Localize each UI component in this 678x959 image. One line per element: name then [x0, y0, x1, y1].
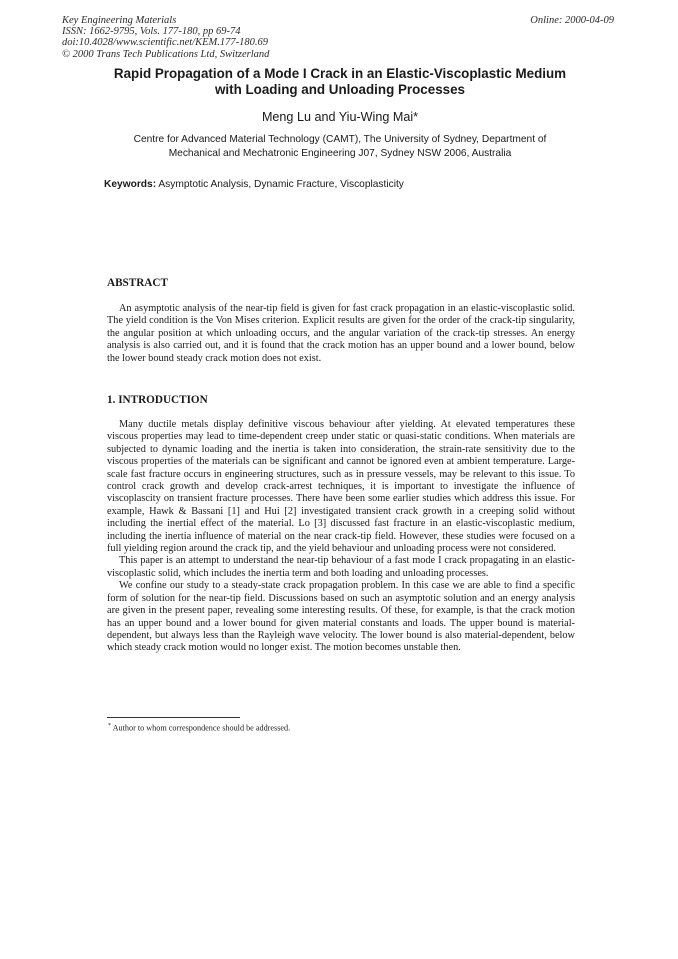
introduction-heading: 1. INTRODUCTION — [107, 394, 208, 406]
affiliation-line-1: Centre for Advanced Material Technology (CAMT), The University of Sydney, Department of — [133, 134, 547, 145]
keywords — [104, 179, 404, 190]
abstract-paragraph: An asymptotic analysis of the near-tip field is given for fast crack propagation in an elastic-viscoplastic solid. The yield condition is the Von Mises criterion. Explicit results are given for the order of the crack-tip singularity, the angular position at which unloading occurs, and the angular variation of the crack-tip stresses. An energy analysis is also carried out, and it is found that the crack motion has an upper bound and a lower bound, below the lower bound steady crack motion does not exist. — [107, 303, 575, 364]
intro-paragraph-3: We confine our study to a steady-state crack propagation problem. In this case we are able to find a specific form of solution for the near-tip field. Discussions based on such an asymptotic solution and an energy analysis are given in the present paper, revealing some interesting results. Of these, for example, is that the crack motion has an upper bound and a lower bound for given material constants and loads. The upper bound is material-dependent, but always less than the Rayleigh wave velocity. The lower bound is also material-dependent, below which steady crack motion would no longer exist. The motion becomes unstable then. — [107, 580, 575, 654]
title-line-1: Rapid Propagation of a Mode I Crack in an Elastic-Viscoplastic Medium — [113, 66, 567, 81]
abstract-heading: ABSTRACT — [107, 277, 168, 289]
introduction-body — [107, 419, 575, 655]
footnote-mark: * — [108, 723, 111, 729]
intro-paragraph-2: This paper is an attempt to understand the near-tip behaviour of a fast mode I crack propagating in an elastic-viscoplastic solid, which includes the inertia term and both loading and unloading processes. — [107, 555, 575, 579]
journal-name: Key Engineering Materials — [62, 15, 177, 26]
affiliation — [105, 133, 575, 160]
title-line-2: with Loading and Unloading Processes — [215, 82, 465, 97]
intro-paragraph-1: Many ductile metals display definitive viscous behaviour after yielding. At elevated temperatures these viscous properties may lead to time-dependent creep under static or quasi-static conditions. When materials are subjected to dynamic loading and the inertia is taken into consideration, the strain-rate sensitivity due to the viscous properties of the materials can be significant and cannot be ignored even at ambient temperature. Large-scale fast fracture occurs in engineering structures, such as in pressure vessels, may be relevant to this issue. To control crack growth and develop crack-arrest techniques, it is important to investigate the influence of viscoplascity on transient fracture processes. There have been some earlier studies which address this issue. For example, Hawk & Bassani [1] and Hui [2] investigated transient crack growth in a creeping solid without including the inertial effect of the material. Lo [3] discussed fast fracture in an elastic-viscoplastic medium, including the inertia influence of material on the near crack-tip field. However, these studies were focused on a full yielding region around the crack tip, and the yield behaviour and unloading process were not considered. — [107, 419, 575, 555]
affiliation-line-2: Mechanical and Mechatronic Engineering J07, Sydney NSW 2006, Australia — [168, 147, 512, 159]
keywords-list: Asymptotic Analysis, Dynamic Fracture, Viscoplasticity — [158, 179, 404, 190]
author-list: Meng Lu and Yiu-Wing Mai* — [261, 110, 419, 124]
keywords-label: Keywords: — [104, 179, 157, 190]
journal-metadata — [62, 15, 269, 60]
online-date: Online: 2000-04-09 — [530, 15, 614, 26]
copyright-line: © 2000 Trans Tech Publications Ltd, Switzerland — [62, 48, 270, 60]
footnote — [108, 723, 290, 733]
doi-line: doi:10.4028/www.scientific.net/KEM.177-180.69 — [62, 37, 268, 49]
issn-line: ISSN: 1662-9795, Vols. 177-180, pp 69-74 — [62, 26, 241, 38]
footnote-rule — [107, 717, 240, 718]
footnote-text: Author to whom correspondence should be addressed. — [112, 723, 291, 733]
paper-title — [80, 66, 600, 98]
abstract-body — [107, 303, 575, 365]
